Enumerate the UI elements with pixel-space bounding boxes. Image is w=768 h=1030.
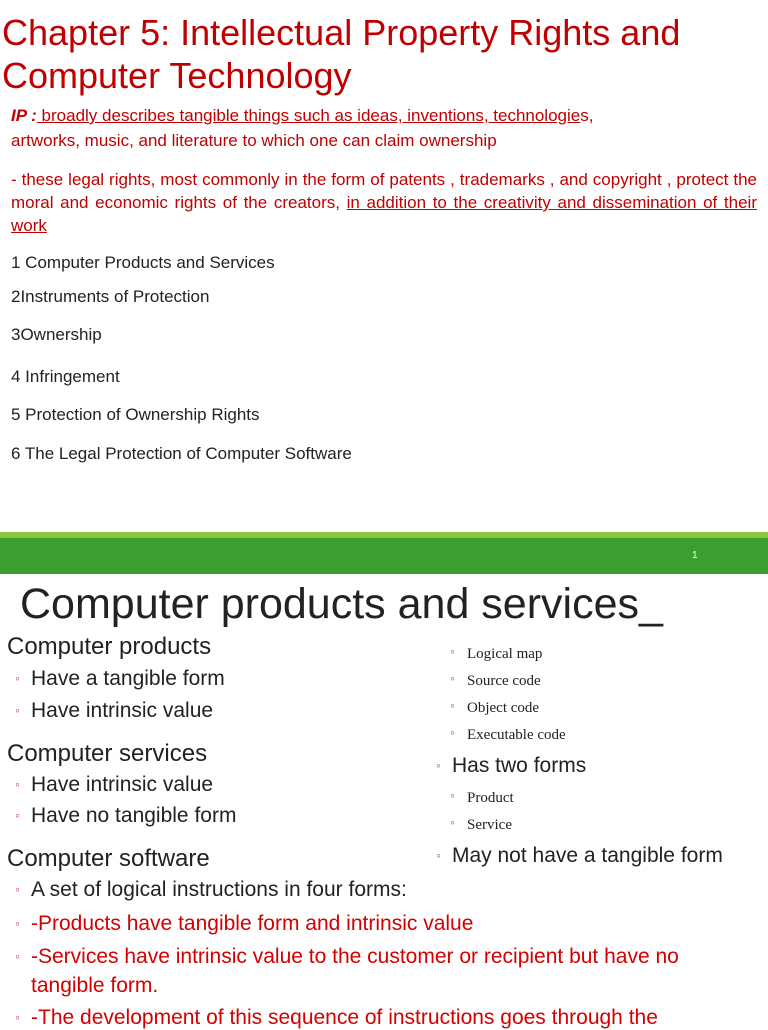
rights-underlined: in addition to the creativity and dissemination of their work <box>11 193 757 235</box>
bullet-icon: ◦ <box>15 948 20 964</box>
ip-label: IP <box>11 106 27 125</box>
bullet-icon: ◦ <box>15 776 20 792</box>
software-heading: Computer software <box>7 845 210 872</box>
chapter-title-line1: Chapter 5: Intellectual Property Rights and <box>2 12 681 53</box>
bullet-icon: ◦ <box>15 881 20 897</box>
software-item <box>15 878 407 902</box>
two-forms-service <box>450 816 512 834</box>
toc-item-3: 3Ownership <box>11 325 102 344</box>
form-logical-map <box>450 645 542 663</box>
software-item-text: A set of logical instructions in four forms: <box>31 878 407 901</box>
toc-item-5: 5 Protection of Ownership Rights <box>11 405 260 424</box>
chapter-title-line2: Computer Technology <box>2 55 352 96</box>
ip-colon: : <box>26 106 37 125</box>
rights-text: - these legal rights, most commonly in the form of patents , trademarks , and copyright , protect the moral and economic rights of the creators, <box>11 170 757 212</box>
red-item-3 <box>15 1006 658 1030</box>
red-item-2-text: -Services have intrinsic value to the customer or recipient but have no <box>31 945 679 968</box>
slide-footer-accent <box>0 532 768 538</box>
two-forms-heading <box>436 754 586 778</box>
toc-item-1: 1 Computer Products and Services <box>11 253 275 272</box>
bullet-icon: ◦ <box>436 847 441 863</box>
toc-item-6: 6 The Legal Protection of Computer Software <box>11 444 352 463</box>
ip-definition-line2: artworks, music, and literature to which one can claim ownership <box>11 131 497 150</box>
products-item-2 <box>15 699 213 723</box>
bullet-icon: ◦ <box>15 670 20 686</box>
products-item-1 <box>15 667 225 691</box>
toc-item-2: 2Instruments of Protection <box>11 287 210 306</box>
page-number: 1 <box>692 550 698 561</box>
bullet-icon: ◦ <box>15 1009 20 1025</box>
bullet-icon: ◦ <box>450 726 455 741</box>
two-forms-product <box>450 789 514 807</box>
bullet-icon: ◦ <box>15 702 20 718</box>
toc-item-4: 4 Infringement <box>11 367 120 386</box>
form-executable-code <box>450 726 566 744</box>
form-object-code <box>450 699 539 717</box>
form-executable-code-text: Executable code <box>467 727 566 743</box>
services-item-2 <box>15 804 236 828</box>
products-item-2-text: Have intrinsic value <box>31 699 214 722</box>
two-forms-product-text: Product <box>467 790 514 806</box>
services-item-2-text: Have no tangible form <box>31 804 237 827</box>
may-not-tangible-text: May not have a tangible form <box>452 844 723 867</box>
form-object-code-text: Object code <box>467 700 540 716</box>
slide2-title: Computer products and services_ <box>20 580 663 628</box>
red-item-1 <box>15 912 473 936</box>
rights-paragraph <box>11 168 757 237</box>
bullet-icon: ◦ <box>450 816 455 831</box>
ip-definition-underlined: broadly describes tangible things such as ideas, inventions, technologie <box>36 106 581 125</box>
services-item-1-text: Have intrinsic value <box>31 773 214 796</box>
bullet-icon: ◦ <box>450 672 455 687</box>
may-not-tangible <box>436 844 723 868</box>
products-item-1-text: Have a tangible form <box>31 667 225 690</box>
services-item-1 <box>15 773 213 797</box>
slide-footer-bar <box>0 532 768 574</box>
ip-definition-line1 <box>11 104 593 127</box>
two-forms-service-text: Service <box>467 817 512 833</box>
red-item-1-text: -Products have tangible form and intrinsic value <box>31 912 474 935</box>
bullet-icon: ◦ <box>450 699 455 714</box>
red-item-2-cont: tangible form. <box>31 974 159 997</box>
red-item-3-text: -The development of this sequence of instructions goes through the <box>31 1006 658 1029</box>
bullet-icon: ◦ <box>436 757 441 773</box>
products-heading: Computer products <box>7 633 212 660</box>
bullet-icon: ◦ <box>450 645 455 660</box>
red-item-2 <box>15 945 679 969</box>
bullet-icon: ◦ <box>15 915 20 931</box>
two-forms-heading-text: Has two forms <box>452 754 587 777</box>
form-source-code-text: Source code <box>467 673 541 689</box>
form-logical-map-text: Logical map <box>467 646 543 662</box>
bullet-icon: ◦ <box>450 789 455 804</box>
bullet-icon: ◦ <box>15 807 20 823</box>
ip-definition-rest: s, <box>580 106 594 125</box>
form-source-code <box>450 672 541 690</box>
services-heading: Computer services <box>7 740 208 767</box>
